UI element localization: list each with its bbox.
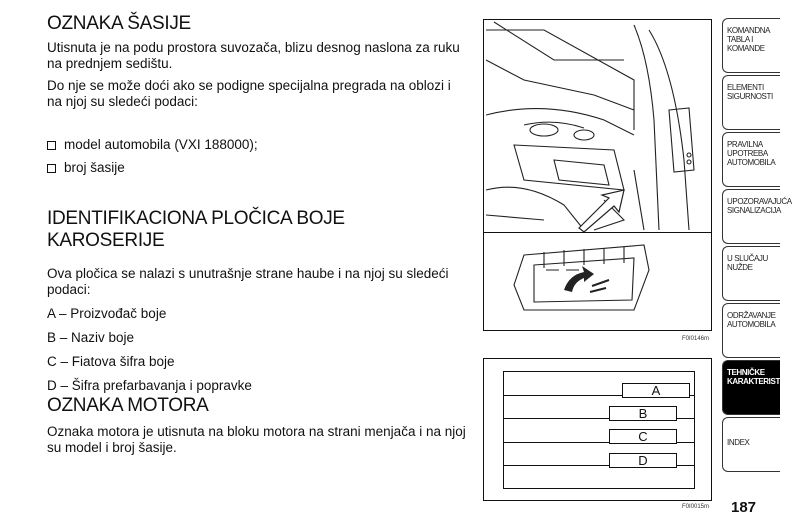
chassis-paragraph-1: Utisnuta je na podu prostora suvozača, blizu desnog naslona za ruku na prednjem sedištu.	[47, 40, 460, 71]
chapter-tabs	[722, 18, 792, 474]
figure-paint-plate	[483, 358, 712, 501]
list-item: broj šasije	[47, 160, 258, 176]
plate-label-a: A	[622, 383, 690, 398]
chassis-bullet-list	[47, 137, 258, 183]
tab-komandna-tabla[interactable]: KOMANDNA TABLA I KOMANDE	[722, 18, 780, 73]
square-bullet-icon	[47, 141, 56, 150]
tab-u-slucaju-nuzde[interactable]: U SLUČAJU NUŽDE	[722, 246, 780, 301]
paint-plate-diagram	[503, 371, 695, 489]
plate-label-c: C	[609, 429, 677, 444]
tab-upozoravajuca-signalizacija[interactable]: UPOZORAVAJUĆA SIGNALIZACIJA	[722, 189, 780, 244]
list-item: C – Fiatova šifra boje	[47, 354, 175, 369]
list-item: model automobila (VXI 188000);	[47, 137, 258, 153]
chassis-paragraph-2: Do nje se može doći ako se podigne specijalna pregrada na oblozi i na njoj su sledeći podaci:	[47, 78, 451, 109]
section-title-chassis: OZNAKA ŠASIJE	[47, 13, 191, 34]
section-chassis	[47, 13, 467, 116]
tab-index[interactable]: INDEX	[722, 417, 780, 472]
figure-caption-2: F0I0015m	[682, 504, 710, 510]
plate-label-d: D	[609, 453, 677, 468]
paint-plate-paragraph: Ova pločica se nalazi s unutrašnje strane haube i na njoj su sledeći podaci:	[47, 266, 449, 297]
list-item: B – Naziv boje	[47, 330, 135, 345]
list-item: D – Šifra prefarbavanja i popravke	[47, 378, 252, 393]
plate-label-b: B	[609, 406, 677, 421]
page-number: 187	[731, 499, 757, 516]
car-interior-illustration	[484, 20, 710, 330]
section-title-paint-plate: IDENTIFIKACIONA PLOČICA BOJE KAROSERIJE	[47, 208, 345, 251]
tab-pravilna-upotreba[interactable]: PRAVILNA UPOTREBA AUTOMOBILA	[722, 132, 780, 187]
figure-divider	[484, 232, 711, 233]
figure-car-interior	[483, 19, 712, 331]
engine-paragraph: Oznaka motora je utisnuta na bloku motora na strani menjača i na njoj su model i broj šasije.	[47, 424, 466, 455]
tab-odrzavanje[interactable]: ODRŽAVANJE AUTOMOBILA	[722, 303, 780, 358]
figure-caption-1: F0I0146m	[682, 336, 710, 342]
tab-tehnicke-karakteristike[interactable]: TEHNIČKE KARAKTERISTIKE	[722, 360, 780, 415]
square-bullet-icon	[47, 164, 56, 173]
list-item: A – Proizvođač boje	[47, 306, 167, 321]
section-paint-plate	[47, 208, 467, 394]
paint-plate-list	[47, 306, 467, 394]
tab-elementi-sigurnosti[interactable]: ELEMENTI SIGURNOSTI	[722, 75, 780, 130]
section-engine	[47, 395, 467, 456]
section-title-engine: OZNAKA MOTORA	[47, 395, 209, 416]
